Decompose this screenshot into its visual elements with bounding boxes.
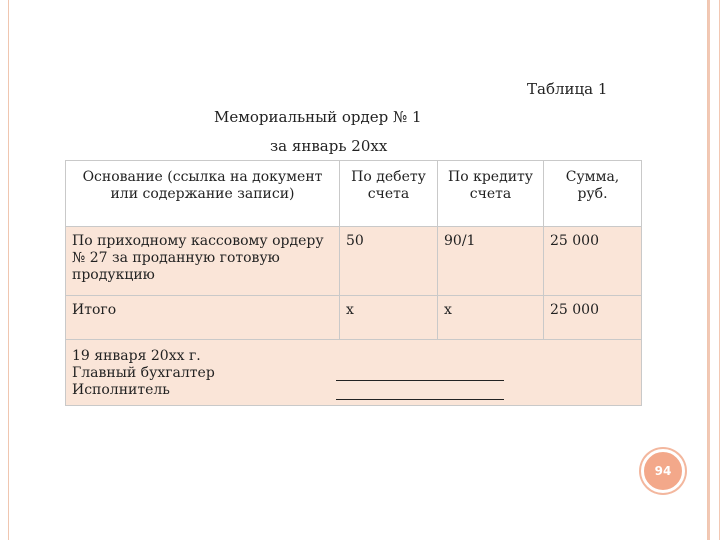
cell-credit: 90/1: [438, 227, 544, 296]
document-title: Мемориальный ордер № 1: [214, 108, 422, 126]
document-subtitle: за январь 20хх: [270, 137, 388, 155]
header-debit: По дебету счета: [340, 161, 438, 227]
header-basis: Основание (ссылка на документ или содержание записи): [66, 161, 340, 227]
cell-basis: Итого: [66, 296, 340, 340]
footer-date: 19 января 20хх г.: [72, 348, 201, 364]
cell-sum: 25 000: [544, 296, 642, 340]
executor-signature-line: [336, 399, 504, 400]
decorative-right-border: [708, 0, 720, 540]
cell-basis: По приходному кассовому ордеру № 27 за проданную готовую продукцию: [66, 227, 340, 296]
table-label: Таблица 1: [527, 80, 608, 98]
cell-debit: х: [340, 296, 438, 340]
signature-row: [66, 340, 642, 406]
cell-sum: 25 000: [544, 227, 642, 296]
page-number: 94: [654, 464, 672, 478]
cell-debit: 50: [340, 227, 438, 296]
table-row: [66, 227, 642, 296]
cell-credit: х: [438, 296, 544, 340]
header-credit: По кредиту счета: [438, 161, 544, 227]
signature-cell: [66, 340, 642, 406]
table-header-row: [66, 161, 642, 227]
footer-executor: Исполнитель: [72, 382, 170, 398]
memorial-order-table: [65, 160, 642, 406]
header-sum: Сумма, руб.: [544, 161, 642, 227]
table-row-total: [66, 296, 642, 340]
accountant-signature-line: [336, 380, 504, 381]
page-number-badge: [641, 449, 685, 493]
footer-accountant: Главный бухгалтер: [72, 365, 215, 381]
